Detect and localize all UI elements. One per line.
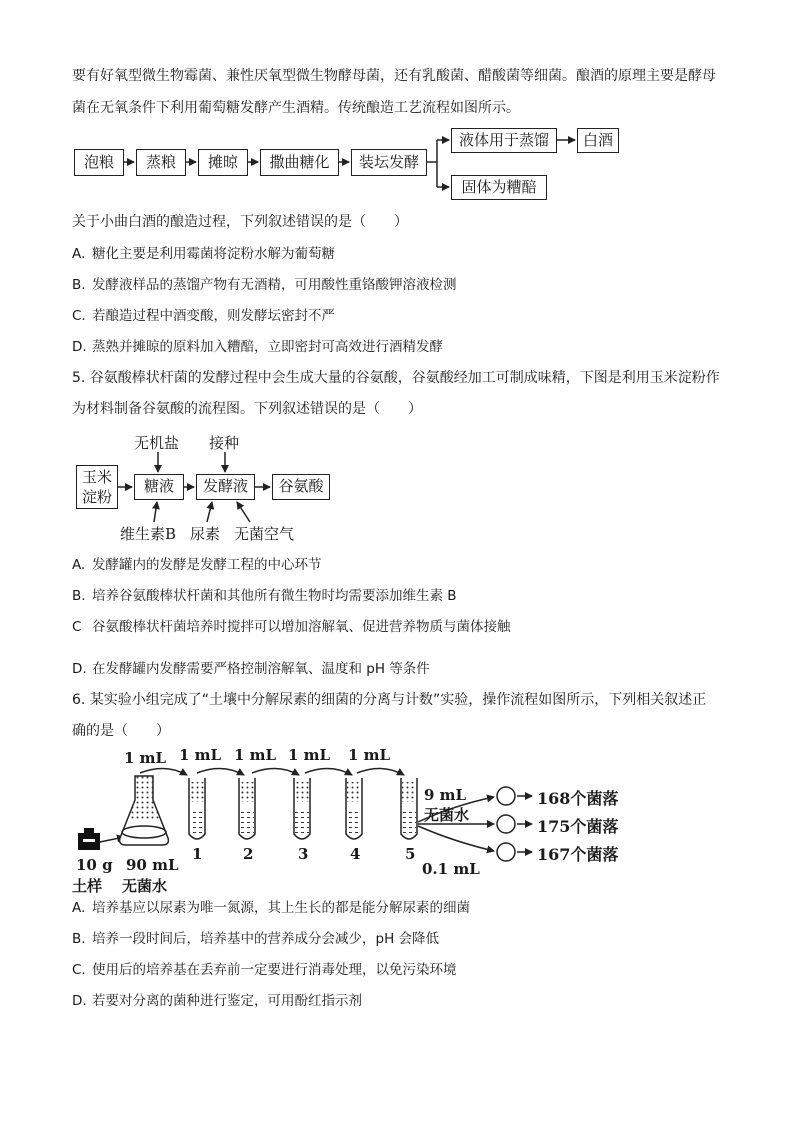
- tube-water-label: 无菌水: [424, 806, 470, 824]
- flask-water-label: 无菌水: [122, 877, 168, 895]
- flask-water-volume: 90 mL: [126, 856, 179, 874]
- transfer-volume-3: 1 mL: [288, 746, 331, 764]
- q4-option-b[interactable]: B. 发酵液样品的蒸馏产物有无酒精，可用酸性重铬酸钾溶液检测: [72, 277, 457, 293]
- flow-corn-starch: 玉米 淀粉: [76, 465, 118, 509]
- first-transfer-volume: 1 mL: [124, 749, 167, 767]
- q6-option-b[interactable]: B. 培养一段时间后，培养基中的营养成分会减少，pH 会降低: [72, 931, 440, 947]
- q5-stem-line-2: 为材料制备谷氨酸的流程图。下列叙述错误的是（ ）: [72, 401, 422, 417]
- intro-line-1: 要有好氧型微生物霉菌、兼性厌氧型微生物酵母菌，还有乳酸菌、醋酸菌等细菌。酿酒的原理主要是酵母: [72, 68, 716, 84]
- transfer-arc-0: [140, 768, 187, 775]
- test-tube-5-icon: [401, 778, 417, 839]
- test-tube-3-icon: [294, 778, 310, 839]
- q4-option-c[interactable]: C. 若酿造过程中酒变酸，则发酵坛密封不严: [72, 308, 335, 324]
- tube-number-4: 4: [350, 845, 361, 863]
- q5-option-b[interactable]: B. 培养谷氨酸棒状杆菌和其他所有微生物时均需要添加维生素 B: [72, 588, 457, 604]
- petri-dish-1-icon: [497, 787, 515, 805]
- soil-container-icon: [78, 828, 124, 850]
- input-sterile-air: 无菌空气: [234, 525, 295, 543]
- flow-branch-top: 液体用于蒸馏: [451, 128, 557, 153]
- q5-stem-line-1: 5. 谷氨酸棒状杆菌的发酵过程中会生成大量的谷氨酸，谷氨酸经加工可制成味精，下图是利用玉米淀粉作: [72, 370, 720, 386]
- flow-branch-top-result: 白酒: [577, 128, 619, 153]
- transfer-arc-4: [357, 768, 404, 775]
- intro-line-2: 菌在无氧条件下利用葡萄糖发酵产生酒精。传统酿造工艺流程如图所示。: [72, 100, 520, 116]
- transfer-arc-2: [252, 768, 299, 775]
- test-tube-1-icon: [189, 778, 205, 839]
- q4-option-d[interactable]: D. 蒸熟并摊晾的原料加入糟醅，立即密封可高效进行酒精发酵: [72, 339, 443, 355]
- q6-option-c[interactable]: C. 使用后的培养基在丢弃前一定要进行消毒处理，以免污染环境: [72, 962, 457, 978]
- petri-dish-3-icon: [497, 843, 515, 861]
- soil-mass: 10 g: [76, 856, 113, 874]
- tube-number-3: 3: [298, 845, 309, 863]
- colony-count-1: 168个菌落: [537, 789, 619, 808]
- soil-label: 土样: [72, 877, 103, 895]
- flow-step-1: 泡粮: [74, 149, 124, 176]
- q6-stem-line-1: 6. 某实验小组完成了“土壤中分解尿素的细菌的分离与计数”实验，操作流程如图所示，下列相关叙述正: [72, 692, 707, 708]
- q4-stem: 关于小曲白酒的酿造过程，下列叙述错误的是（ ）: [72, 214, 408, 230]
- q6-option-a[interactable]: A. 培养基应以尿素为唯一氮源，其上生长的都是能分解尿素的细菌: [72, 900, 470, 916]
- transfer-volume-1: 1 mL: [179, 746, 222, 764]
- q5-option-d[interactable]: D. 在发酵罐内发酵需要严格控制溶解氧、温度和 pH 等条件: [72, 661, 430, 677]
- plate-volume: 0.1 mL: [422, 860, 480, 878]
- flow-step-4: 撒曲糖化: [260, 149, 339, 176]
- q5-option-c[interactable]: C 谷氨酸棒状杆菌培养时搅拌可以增加溶解氧、促进营养物质与菌体接触: [72, 619, 511, 635]
- input-urea: 尿素: [190, 525, 221, 543]
- flow-sugar-liquid: 糖液: [134, 474, 184, 500]
- input-inoculation: 接种: [209, 434, 240, 452]
- colony-count-3: 167个菌落: [537, 845, 619, 864]
- transfer-arc-3: [305, 768, 352, 775]
- test-tube-4-icon: [346, 778, 362, 839]
- tube-water-volume: 9 mL: [424, 786, 467, 804]
- transfer-arc-1: [197, 768, 244, 775]
- test-tubes: [189, 778, 417, 839]
- tube-number-1: 1: [192, 845, 203, 863]
- q6-option-d[interactable]: D. 若要对分离的菌种进行鉴定，可用酚红指示剂: [72, 993, 362, 1009]
- transfer-volume-2: 1 mL: [234, 746, 277, 764]
- input-inorganic-salt: 无机盐: [134, 434, 180, 452]
- flow-step-5: 装坛发酵: [351, 149, 427, 176]
- test-tube-2-icon: [239, 778, 255, 839]
- flow-step-3: 摊晾: [198, 149, 248, 176]
- flow-ferment-liquid: 发酵液: [196, 474, 255, 500]
- flask-icon: [120, 776, 169, 845]
- colony-count-2: 175个菌落: [537, 817, 619, 836]
- tube-number-5: 5: [405, 845, 416, 863]
- q6-stem-line-2: 确的是（ ）: [72, 723, 170, 739]
- input-vitamin-b: 维生素B: [120, 525, 177, 543]
- flow-step-2: 蒸粮: [136, 149, 186, 176]
- q5-option-a[interactable]: A. 发酵罐内的发酵是发酵工程的中心环节: [72, 557, 322, 573]
- q4-option-a[interactable]: A. 糖化主要是利用霉菌将淀粉水解为葡萄糖: [72, 246, 335, 262]
- tube-number-2: 2: [243, 845, 254, 863]
- petri-dish-2-icon: [497, 815, 515, 833]
- flow-branch-bottom: 固体为糟醅: [451, 175, 547, 200]
- flow-glutamic-acid: 谷氨酸: [272, 474, 330, 500]
- transfer-volume-4: 1 mL: [348, 746, 391, 764]
